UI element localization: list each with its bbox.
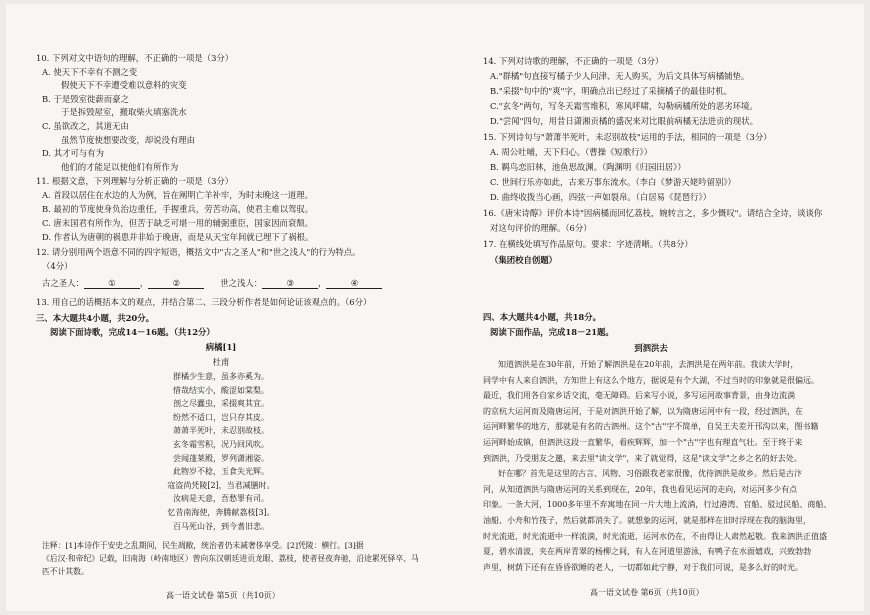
q12-blank-2[interactable]: ② <box>148 278 204 289</box>
question-11: 11. 根据文意，下列理解与分析正确的一项是（3分） <box>36 176 234 186</box>
essay-line: 河，从知道泗洪与隋唐运河的关系到现在，20年，我也看见运河的走向，对运河多少有点 <box>483 484 798 494</box>
essay-line: 到泗洪，乃受朋友之邀，来去里"读文学"，来了就觉得，这是"读文学"之乡之名的好去处。 <box>483 453 802 463</box>
q14-option-b: B."采掇"句中的"爽"字，明确点出已经过了采摘橘子的最佳时机。 <box>490 86 732 96</box>
q15-option-d: D. 曲终收拨当心画，四弦一声如裂帛。（白居易《琵琶行》） <box>490 192 712 202</box>
essay-line: 印象。一条大河，1000多年里不弃寓地在同一片大地上流淌，行过港湾、官船、驳过民船、商船、 <box>483 500 832 510</box>
page-footer-right: 高一语文试卷 第6页（共10页） <box>590 588 704 597</box>
q11-option-b: B. 最初的节度使身负治边重任，手握重兵，劳苦功高，使君主难以驾驭。 <box>42 204 314 214</box>
q11-option-c: C. 唐末国君有所作为，但苦于缺乏可堪一用的辅弼重臣，国家因而衰颓。 <box>42 218 314 228</box>
q12-blank-1[interactable]: ① <box>84 278 140 289</box>
poem-line: 剖之尽蠹虫，采掇爽其宜。 <box>173 399 269 409</box>
page-footer-left: 高一语文试卷 第5页（共10页） <box>166 591 280 600</box>
q14-option-d: D."尝闻"四句，用昔日潇湘贡橘的盛况来对比眼前病橘无法进贡的现状。 <box>490 116 759 126</box>
question-14: 14. 下列对诗歌的理解，不正确的一项是（3分） <box>483 56 664 66</box>
poem-author: 杜甫 <box>212 357 230 367</box>
section-3-intro: 阅读下面诗歌，完成14－16题。（共12分） <box>50 327 215 337</box>
q10-option-a: A. 使天下不幸有不测之变 <box>42 67 138 77</box>
q10-option-d: D. 其才可与有为 <box>42 148 104 158</box>
poem-line: 惜哉结实小，酸涩如棠梨。 <box>173 385 269 395</box>
q10-option-b: B. 于是毁室徙薪而豪之 <box>42 94 129 104</box>
q12-label-ancient: 古之圣人： <box>42 278 84 288</box>
poem-line: 寇盗尚凭陵[2]，当君减膳时。 <box>167 480 275 490</box>
section-3-heading: 三、本大题共4小题，共20分。 <box>36 313 154 323</box>
poem-line: 汝病是天意，吾愁罪有司。 <box>173 494 269 504</box>
poem-line: 纷然不适口，岂只存其皮。 <box>173 412 269 422</box>
q15-option-a: A. 周公吐哺，天下归心。（曹操《短歌行》） <box>490 147 653 157</box>
q10-option-b-gloss: 于是拆毁屋室，搬取柴火填塞洗水 <box>61 107 187 117</box>
poem-line: 忆昔南海使，奔腾献荔枝[3]。 <box>167 508 275 517</box>
essay-line: 运河畔始成镇，但泗洪这段一直繁华，看疾辉辉，加一个"古"字也有理直气壮。至于终于来 <box>483 438 803 447</box>
page-6 <box>438 4 864 611</box>
q11-option-a: A. 首段以居住在水边的人为例，旨在阐明亡羊补牢，为时未晚这一道理。 <box>42 190 313 200</box>
essay-line: 知道泗洪是在30年前，开始了解泗洪是在20年前，去泗洪是在两年前。我读大学时， <box>498 360 799 369</box>
question-16: 16.《唐宋诗醇》评价本诗"因病橘而回忆荔枝，婉转言之，多少慨叹"。请结合全诗，谈谈你 <box>483 208 823 218</box>
poem-line: 玄冬霜雪积，况乃回风吹。 <box>173 440 269 449</box>
page-5 <box>6 4 436 611</box>
essay-line: 好在哪？首先是这里的古言、风物、习俗跟我老家很像，优待泗洪是故乡。然后是古汴 <box>498 469 802 479</box>
q12-blank-4[interactable]: ④ <box>326 278 382 289</box>
essay-line: 同学中有人来自泗洪，方知世上有这么个地方，据说是有个大湖，不过当时的印象就是很偏远。 <box>483 375 819 385</box>
q15-option-b: B. 羁鸟恋旧林，池鱼思故渊。（陶渊明《归园田居》） <box>490 162 686 172</box>
poem-note-3: 匹不计其数。 <box>42 567 89 576</box>
question-12: 12. 请分别用两个语意不同的四字短语，概括文中"古之圣人"和"世之浅人"的行为特点。 <box>36 247 361 257</box>
q12-points: （4分） <box>42 261 73 271</box>
essay-line: 最近，我们用各自家乡话交流，毫无障碍。后来写小说，多写运河故事背景，由身边流淌 <box>483 391 795 401</box>
q10-option-a-gloss: 假使天下不幸遭受难以意料的灾变 <box>61 80 187 90</box>
q11-option-d: D. 作者认为唐朝的祸患并非始于晚唐，而是从天宝年间就已埋下了祸根。 <box>42 232 314 242</box>
essay-line: 运河畔繁华的地方，那就是有名的古泗州。这个"古"字不简单，自吴王夫差开邗沟以来，图书籍 <box>483 422 819 432</box>
essay-line: 的京杭大运河而及隋唐运河，于是对泗洪开始了解，以为隋唐运河中有一段，经过泗洪，在 <box>483 406 803 416</box>
section-4-heading: 四、本大题共4小题，共18分。 <box>483 312 601 322</box>
essay-line: 声里，树荫下还有在昏昏欲睡的老人，一切都如此宁静，对于我们可说，是多么好的时光。 <box>483 562 803 572</box>
q10-option-d-gloss: 他们的才能足以使他们有所作为 <box>61 162 179 172</box>
q12-answer-row: 古之圣人： ① ， ② 世之浅人： ③ ， ④ <box>42 278 382 289</box>
essay-line: 夏，碧水清波，夹在两岸青翠的杨柳之间，有人在河道里游泳，有鸭子在水面嬉戏，兴致勃勃 <box>483 547 811 557</box>
essay-title: 到泗洪去 <box>634 343 668 353</box>
question-10: 10. 下列对文中语句的理解，不正确的一项是（3分） <box>36 53 234 63</box>
essay-line: 油船、小舟和竹筏子，然后就都消失了。就想象的运河，就是那样在旧时浮现在我的脑海里， <box>483 516 811 525</box>
poem-line: 尝闻蓬莱殿，罗列潇湘姿。 <box>173 453 269 463</box>
question-17: 17. 在横线处填写作品原句。要求：字迹清晰。（共8分） <box>483 239 693 249</box>
poem-line: 百马死山谷，到今耆旧悲。 <box>173 521 269 531</box>
poem-note-1: 注释：[1]本诗作于安史之乱期间，民生凋敝，统治者仍未减奢侈享受。[2]凭陵：横行。[3]据 <box>42 541 364 550</box>
question-13: 13. 用自己的话概括本文的观点，并结合第二、三段分析作者是如何论证该观点的。（6分） <box>36 297 372 307</box>
essay-line: 时光流逝，时光流逝中一样流淌，时光流逝，运河水仍在，不由得让人肃然起敬。我来泗洪正值盛 <box>483 531 827 541</box>
question-17-note: （集团校自创题） <box>490 255 557 265</box>
exam-sheet <box>6 4 864 611</box>
q15-option-c: C. 世间行乐亦如此，古来万事东流水。（李白《梦游天姥吟留别》） <box>490 177 736 187</box>
poem-line: 萧萧半死叶，未忍别故枝。 <box>173 426 269 436</box>
poem-line: 群橘少生意，虽多亦奚为。 <box>173 372 269 381</box>
q14-option-a: A."群橘"句直接写橘子少人问津、无人购买，为后文具体写病橘铺垫。 <box>490 71 750 81</box>
poem-line: 此物岁不稔，玉食失光辉。 <box>173 467 269 477</box>
q12-label-shallow: 世之浅人： <box>220 278 263 288</box>
q10-option-c-gloss: 虽然节度使想要改变，却说没有理由 <box>61 135 195 145</box>
question-16-cont: 对这句评价的理解。（6分） <box>490 223 592 233</box>
q14-option-c: C."玄冬"两句，写冬天霜雪堆积，寒风呼啸，勾勒病橘所处的恶劣环境。 <box>490 101 758 111</box>
q10-option-c: C. 虽欲改之，其道无由 <box>42 121 129 131</box>
question-15: 15. 下列诗句与"萧萧半死叶，未忍别故枝"运用的手法，相同的一项是（3分） <box>483 132 772 142</box>
section-4-intro: 阅读下面作品，完成18－21题。 <box>490 327 614 337</box>
poem-note-2: 《后汉·和帝纪》记载，旧南海（岭南地区）曾向东汉朝廷进贡龙眼、荔枝，使者昼夜奔驰，沿途累死驿卒、马 <box>42 554 419 563</box>
poem-title: 病橘[1] <box>205 342 237 352</box>
q12-blank-3[interactable]: ③ <box>262 278 318 289</box>
